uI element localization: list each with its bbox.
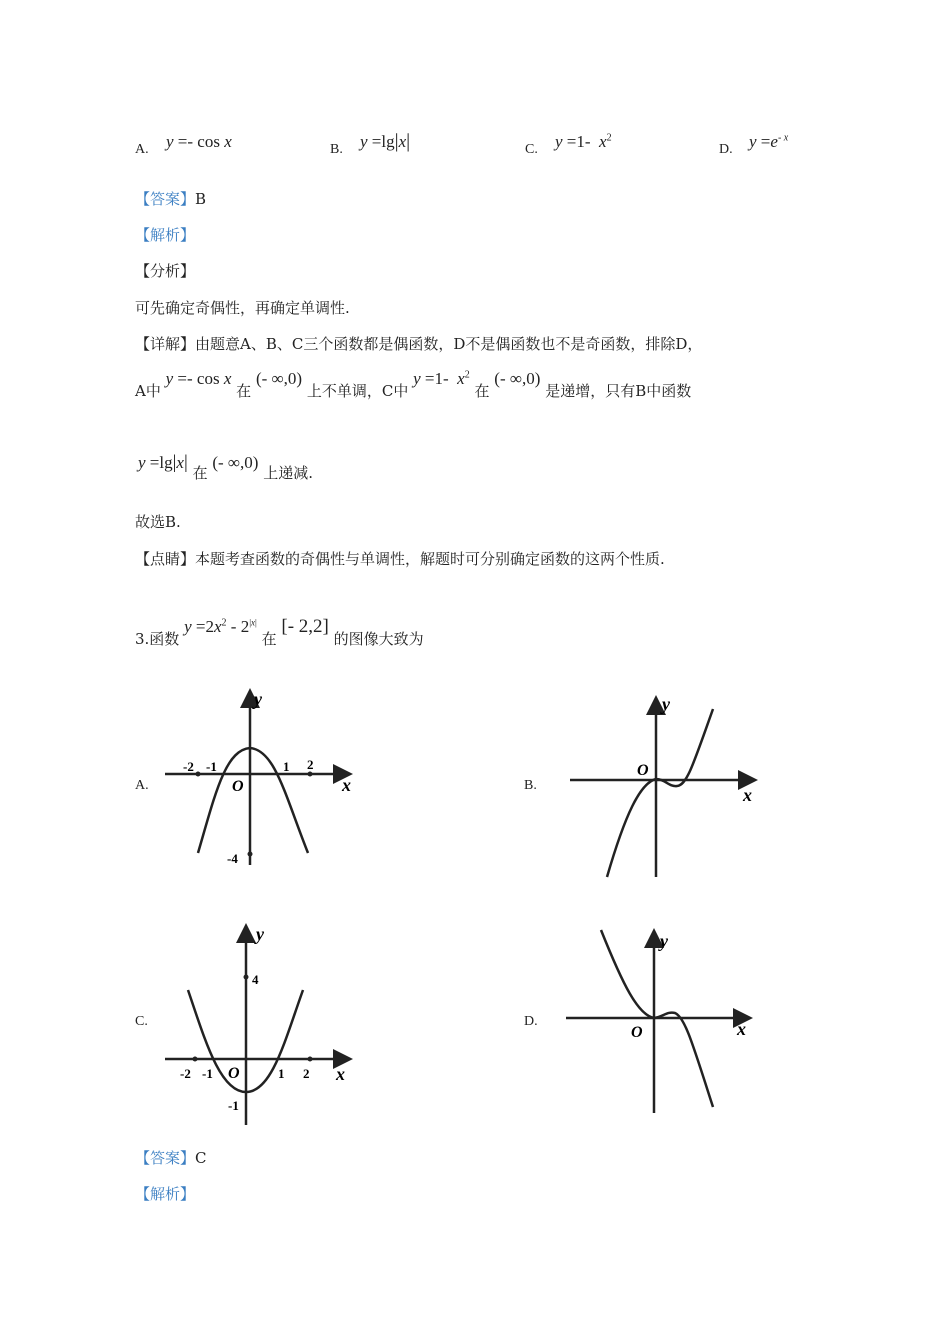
y-label: y bbox=[662, 695, 670, 714]
option-a-label: A. bbox=[135, 142, 149, 157]
detail-line-1 bbox=[135, 333, 702, 354]
x-label: x bbox=[336, 1064, 345, 1084]
tick-2: 2 bbox=[307, 757, 314, 772]
y-label: y bbox=[256, 924, 264, 944]
graph-option-c-label: C. bbox=[135, 1014, 148, 1029]
origin-label: O bbox=[228, 1065, 240, 1082]
option-c-formula: y =1- $x^2$ bbox=[555, 132, 612, 151]
graph-a bbox=[160, 685, 360, 875]
comment-text: 本题考查函数的奇偶性与单调性，解题时可分别确定函数的这两个性质. bbox=[195, 550, 665, 568]
graph-option-a-label: A. bbox=[135, 778, 149, 793]
detail-line2-p5: 是递增，只有B中函数 bbox=[545, 382, 692, 400]
option-a-formula: y =- cos x bbox=[166, 132, 232, 151]
y-label: y bbox=[660, 931, 668, 951]
origin-label: O bbox=[631, 1024, 643, 1041]
q3-answer-value: C bbox=[195, 1149, 207, 1167]
tick-y-neg1: -1 bbox=[228, 1098, 239, 1113]
q3-suffix: 的图像大致为 bbox=[333, 630, 424, 648]
q3-formula: $y =2x^2 - 2^{|x|}$ bbox=[184, 617, 257, 636]
x-label: x bbox=[743, 785, 752, 805]
graph-d bbox=[563, 925, 763, 1115]
q3-prefix: 3.函数 bbox=[135, 630, 180, 648]
tick-2: 2 bbox=[303, 1066, 310, 1081]
tick-1: 1 bbox=[278, 1066, 285, 1081]
tick-y-4: 4 bbox=[252, 972, 259, 987]
y-label: y bbox=[254, 689, 262, 709]
tick-neg2: -2 bbox=[180, 1066, 191, 1081]
option-d-label: D. bbox=[719, 142, 733, 157]
detail-line2-p3: 上不单调，C中 bbox=[306, 382, 409, 400]
detail-line3-interval: (- ∞,0) bbox=[212, 453, 259, 472]
option-b-label: B. bbox=[330, 142, 343, 157]
detail-line-2 bbox=[135, 368, 691, 408]
origin-label: O bbox=[232, 778, 244, 795]
option-b-formula: y =lg|x| bbox=[360, 130, 411, 152]
comment-line bbox=[135, 548, 665, 569]
detail-line2-p2: 在 bbox=[236, 382, 252, 400]
tick-neg2: -2 bbox=[183, 759, 194, 774]
graph-option-b-label: B. bbox=[524, 778, 537, 793]
tick-neg1: -1 bbox=[206, 759, 217, 774]
graph-option-d-label: D. bbox=[524, 1014, 538, 1029]
answer-line bbox=[135, 188, 206, 209]
option-c-label: C. bbox=[525, 142, 538, 157]
detail-line2-p1: A中 bbox=[135, 382, 161, 400]
detail-line2-formula2: y =1- $x^2$ bbox=[413, 369, 470, 388]
detail-line2-interval1: (- ∞,0) bbox=[255, 369, 303, 388]
graph-c bbox=[160, 920, 360, 1130]
x-label: x bbox=[737, 1019, 746, 1039]
detail-line3-p2: 上递减. bbox=[263, 464, 314, 482]
detail-tag: 【详解】 bbox=[135, 335, 196, 353]
tick-1: 1 bbox=[283, 759, 290, 774]
tick-y-neg4: -4 bbox=[227, 851, 238, 866]
detail-line3-formula: y =lg|x| bbox=[138, 452, 188, 473]
detail-line2-interval2: (- ∞,0) bbox=[494, 369, 541, 388]
curve bbox=[607, 709, 713, 877]
fenxi-tag: 【分析】 bbox=[135, 262, 196, 280]
detail-line2-p4: 在 bbox=[474, 382, 490, 400]
origin-label: O bbox=[637, 762, 649, 779]
answer-tag: 【答案】 bbox=[135, 190, 196, 208]
detail-line2-formula1: y =- cos x bbox=[165, 369, 232, 388]
fenxi-text: 可先确定奇偶性，再确定单调性. bbox=[135, 299, 350, 317]
q3-answer-line bbox=[135, 1147, 207, 1168]
q3-interval: [- 2,2] bbox=[281, 616, 329, 637]
graph-b bbox=[565, 695, 765, 880]
q3-answer-tag: 【答案】 bbox=[135, 1149, 196, 1167]
analysis-tag: 【解析】 bbox=[135, 226, 196, 244]
tick-neg1: -1 bbox=[202, 1066, 213, 1081]
x-label: x bbox=[342, 775, 351, 795]
detail-line-3 bbox=[138, 452, 313, 488]
q3-stem bbox=[135, 616, 424, 656]
q3-mid: 在 bbox=[261, 630, 277, 648]
answer-value: B bbox=[195, 190, 207, 208]
q3-analysis-tag: 【解析】 bbox=[135, 1185, 196, 1203]
comment-tag: 【点睛】 bbox=[135, 550, 196, 568]
detail-line3-p1: 在 bbox=[192, 464, 208, 482]
option-d-formula: $y =e^{- x}$ bbox=[749, 132, 789, 151]
detail-text-1: 由题意A、B、C三个函数都是偶函数，D不是偶函数也不是奇函数，排除D， bbox=[195, 335, 703, 353]
conclusion: 故选B. bbox=[135, 513, 181, 531]
